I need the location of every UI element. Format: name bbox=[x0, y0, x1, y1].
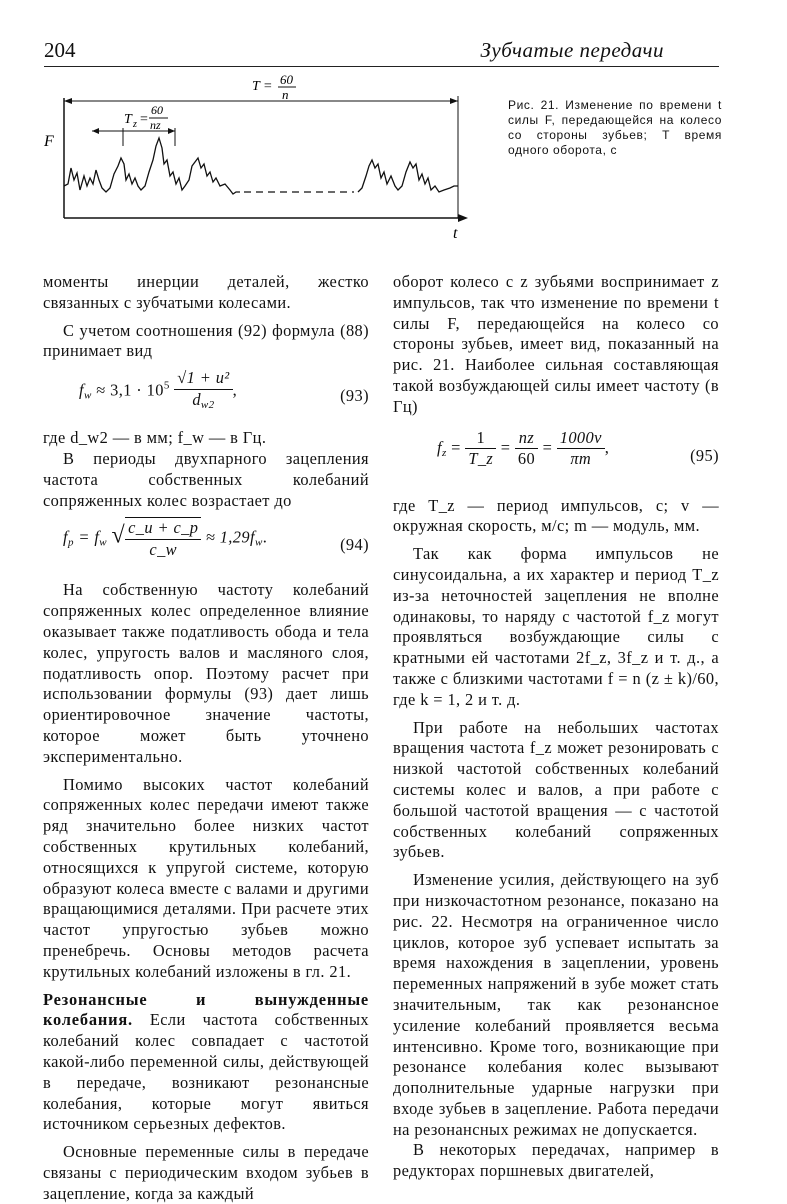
figure-21 bbox=[40, 68, 470, 248]
equation-93: $f_w \approx 3,1 \cdot 10^5$ $\frac{\text{√1 + u²}}{d_{w2}}$ , (93) bbox=[79, 368, 369, 411]
paragraph: Основные переменные силы в передаче связаны с периодическим входом зубьев в зацепление, когда за каждый bbox=[43, 1142, 369, 1203]
axis-label-F: F bbox=[44, 133, 54, 150]
force-waveform bbox=[64, 138, 240, 194]
run-in-heading: Резонансные и вынужденные колебания. bbox=[43, 989, 369, 1030]
paragraph: В периоды двухпарного зацепления частота собственных колебаний сопряженных колес возрастает до bbox=[43, 448, 369, 510]
paragraph: На собственную частоту колебаний сопряженных колес определенное влияние оказывает также податливость обода и тела колес, упругость валов и масляного слоя, податливость опор. Поэтому расчет при использовании формулы (93) дает лишь ориентировочное значение частоты, которое может быть уточнено экспериментально. bbox=[43, 580, 369, 766]
fig-label-T: T = bbox=[252, 79, 273, 94]
page-header bbox=[44, 38, 724, 66]
equation-95: $f_z$ = $\frac{1}{T\_z}$ = $\frac{nz}{60}$ = $\frac{1000v}{\pi m}$ , (95) bbox=[437, 427, 719, 469]
equation-number: (93) bbox=[340, 386, 369, 406]
paragraph: Так как форма импульсов не синусоидальна, а их характер и период T_z из-за неточностей зацепления не вполне одинаковы, то наряду с частотой f_z могут проявляться возбуждающие силы с кратными ей частотами 2f_z, 3f_z и т. д., а также с близкими частотами f = n (z ± k)/60, где k = 1, 2 и т. д. bbox=[393, 544, 719, 709]
running-title: Зубчатые передачи bbox=[480, 38, 664, 62]
fig-label-Tz: T bbox=[124, 112, 132, 127]
paragraph: моменты инерции деталей, жестко связанных с зубчатыми колесами. bbox=[43, 272, 369, 312]
paragraph: С учетом соотношения (92) формула (88) принимает вид bbox=[43, 320, 369, 361]
fig-label-T-num: 60 bbox=[280, 72, 293, 87]
paragraph: оборот колесо с z зубьями воспринимает z импульсов, так что изменение по времени t силы F, передающейся на колесо со стороны зубьев, имеет вид, показанный на рис. 21. Наиболее сильная составляющая такой возбуждающей силы имеет частоту (в Гц) bbox=[393, 272, 719, 416]
paragraph: При работе на небольших частотах вращения частота f_z может резонировать с низкой частотой собственных колебаний системы колес и валов, а при работе с большой частотой вращения — с частотой собственных колебаний сопряженных зубьев. bbox=[393, 717, 719, 862]
fig-label-Tz-sub: z bbox=[133, 119, 137, 130]
fig-label-Tz-den: nz bbox=[150, 118, 161, 132]
left-column bbox=[43, 272, 369, 1204]
page-number: 204 bbox=[44, 38, 76, 62]
fig-label-T-den: n bbox=[282, 87, 289, 102]
right-column bbox=[393, 272, 719, 1182]
paragraph: Резонансные и вынужденные колебания. Если частота собственных колебаний колес совпадает с частотой какой-либо переменной силы, действующей в передаче, возникают резонансные колебания, которые могут явиться источником серьезных дефектов. bbox=[43, 989, 369, 1134]
paragraph: В некоторых передачах, например в редукторах поршневых двигателей, bbox=[393, 1140, 719, 1181]
axis-label-t: t bbox=[453, 225, 458, 242]
paragraph: Изменение усилия, действующего на зуб при низкочастотном резонансе, показано на рис. 22. Несмотря на ограниченное число циклов, которое зуб успевает испытать за время нахождения в зацеплении, уровень переменных напряжений в зубе может стать значительным, так как резонансное усиление колебаний проявляется весьма интенсивно. Кроме того, возникающие при резонансе колебания колес вызывают дополнительные ударные нагрузки при входе зубьев в зацепление. Работа передачи на резонансных режимах не допускается. bbox=[393, 870, 719, 1139]
fig-label-Tz-num: 60 bbox=[151, 103, 163, 117]
equation-94: $f_p = f_w$ √ $\frac{c\_u + c\_p}{c\_w}$ ≈ $1,29f_w$. (94) bbox=[63, 518, 369, 560]
equation-number: (94) bbox=[340, 535, 369, 555]
paragraph: Помимо высоких частот колебаний сопряженных колес передачи имеют также ряд значительно более низких частот собственных крутильных колебаний, относящихся к упругой системе, которую образуют колеса вместе с валами и другими вращающимися деталями. При расчете этих частот упругостью зубьев можно пренебречь. Основы методов расчета крутильных колебаний изложены в гл. 21. bbox=[43, 774, 369, 981]
figure-caption: Рис. 21. Изменение по времени t силы F, передающейся на колесо со стороны зубьев; T время одного оборота, с bbox=[508, 98, 722, 157]
fig-label-Tz-eq: = bbox=[140, 112, 148, 127]
header-rule bbox=[44, 66, 719, 67]
equation-number: (95) bbox=[690, 445, 719, 465]
paragraph: где T_z — период импульсов, с; v — окружная скорость, м/с; m — модуль, мм. bbox=[393, 495, 719, 536]
paragraph: где d_w2 — в мм; f_w — в Гц. bbox=[43, 428, 267, 448]
